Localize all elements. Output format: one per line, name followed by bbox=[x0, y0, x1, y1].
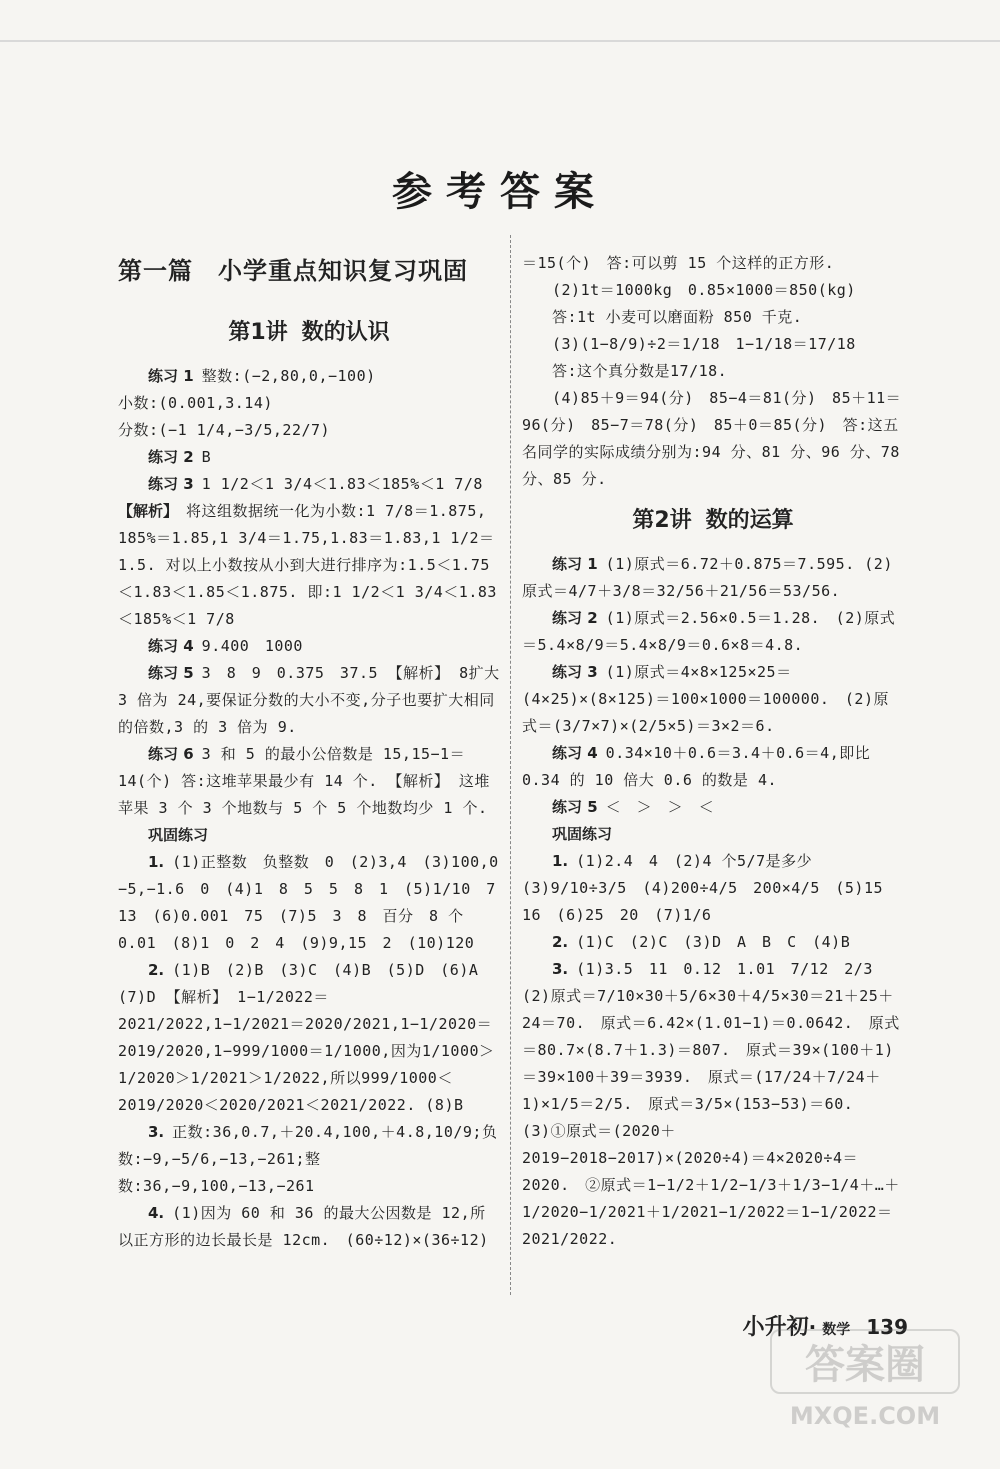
lecture-2-heading bbox=[522, 501, 904, 541]
answer-item bbox=[118, 741, 500, 822]
answer-text: (4)85＋9＝94(分) 85−4＝81(分) 85＋11＝96(分) 85−7＝78(分) 85＋0＝85(分) 答:这五名同学的实际成绩分别为:94 分、81 分、96 分、78 分、85 分. bbox=[522, 389, 902, 488]
answer-item bbox=[522, 277, 904, 304]
answer-text: (1)因为 60 和 36 的最大公因数是 12,所以正方形的边长最长是 12cm. (60÷12)×(36÷12) bbox=[118, 1203, 489, 1249]
lecture-1-heading bbox=[118, 313, 500, 353]
footer-dot: · bbox=[808, 1315, 817, 1339]
answer-label: 练习 2 bbox=[148, 447, 194, 466]
section-subheading: 巩固练习 bbox=[552, 824, 613, 843]
answer-item bbox=[118, 471, 500, 498]
answer-item bbox=[522, 385, 904, 493]
answer-text: (1)原式＝2.56×0.5＝1.28. (2)原式＝5.4×8/9＝5.4×8/9＝0.6×8＝4.8. bbox=[522, 608, 896, 654]
answer-item bbox=[118, 417, 500, 444]
footer-brand: 小升初 bbox=[742, 1315, 809, 1340]
answer-item bbox=[118, 444, 500, 471]
answer-label: 练习 4 bbox=[148, 636, 194, 655]
section-subheading: 巩固练习 bbox=[148, 825, 209, 844]
answer-label: 2. bbox=[148, 960, 165, 979]
watermark-logo bbox=[770, 1329, 960, 1439]
lecture-1-name: 数的认识 bbox=[301, 320, 390, 346]
answer-item bbox=[522, 304, 904, 331]
answer-label: 练习 3 bbox=[552, 662, 598, 681]
answer-item bbox=[118, 849, 515, 957]
watermark-url-text: MXQE.COM bbox=[789, 1402, 941, 1430]
answer-text: 分数:(−1 1/4,−3/5,22/7) bbox=[118, 420, 331, 439]
answer-label: 练习 6 bbox=[148, 744, 194, 763]
answer-text: 9.400 1000 bbox=[201, 636, 303, 655]
answer-text: (1)2.4 4 (2)4 个5/7是多少 (3)9/10÷3/5 (4)200÷4/5 200×4/5 (5)15 16 (6)25 20 (7)1/6 bbox=[522, 851, 899, 924]
answer-item bbox=[118, 1200, 500, 1254]
answer-item bbox=[522, 331, 904, 358]
answer-item bbox=[522, 551, 904, 605]
watermark-main-text: 答案圈 bbox=[770, 1329, 960, 1394]
answer-text: 0.34×10＋0.6＝3.4＋0.6＝4,即比 0.34 的 10 倍大 0.6 的数是 4. bbox=[522, 743, 871, 789]
answer-item bbox=[522, 250, 904, 277]
left-answer-list bbox=[118, 363, 515, 1254]
answer-label: 练习 1 bbox=[552, 554, 598, 573]
answer-label: 练习 5 bbox=[552, 797, 598, 816]
answer-text: (1)原式＝6.72＋0.875＝7.595. (2)原式＝4/7＋3/8＝32/56＋21/56＝53/56. bbox=[522, 554, 893, 600]
answer-item bbox=[118, 363, 500, 390]
answer-label: 1. bbox=[552, 851, 569, 870]
lecture-1-number: 第1讲 bbox=[228, 320, 288, 346]
lecture-2-number: 第2讲 bbox=[632, 508, 692, 533]
answer-label: 3. bbox=[552, 959, 569, 978]
answer-text: (1)C (2)C (3)D A B C (4)B bbox=[576, 932, 851, 951]
answer-text: 正数:36,0.7,＋20.4,100,＋4.8,10/9;负数:−9,−5/6,−13,−261;整数:36,−9,100,−13,−261 bbox=[118, 1122, 498, 1195]
answer-label: 3. bbox=[148, 1122, 165, 1141]
part-heading: 第一篇 小学重点知识复习巩固 bbox=[118, 257, 468, 285]
answer-label: 练习 1 bbox=[148, 366, 194, 385]
answer-label: 练习 5 bbox=[148, 663, 194, 682]
answer-text: 3 8 9 0.375 37.5 【解析】 8扩大 3 倍为 24,要保证分数的大小不变,分子也要扩大相同的倍数,3 的 3 倍为 9. bbox=[118, 663, 500, 736]
answer-item bbox=[522, 740, 904, 794]
answer-text: (1)正整数 负整数 0 (2)3,4 (3)100,0 −5,−1.6 0 (4)1 8 5 5 8 1 (5)1/10 7 13 (6)0.001 75 (7)5 3 8 百分 8 个 0.01 (8)1 0 2 4 (9)9,15 2 (10)120 bbox=[118, 852, 515, 952]
answer-item bbox=[522, 956, 904, 983]
answer-text: 将这组数据统一化为小数:1 7/8＝1.875, 185%＝1.85,1 3/4＝1.75,1.83＝1.83,1 1/2＝1.5. 对以上小数按从小到大进行排序为:1.5＜1.75＜1.83＜1.85＜1.875. 即:1 1/2＜1 3/4＜1.83＜185%＜1 7/8 bbox=[118, 501, 497, 628]
answer-label: 练习 2 bbox=[552, 608, 598, 627]
answer-text: (1)原式＝4×8×125×25＝(4×25)×(8×125)＝100×1000＝100000. (2)原式＝(3/7×7)×(2/5×5)＝3×2＝6. bbox=[522, 662, 889, 735]
page-title: 参考答案 bbox=[392, 168, 608, 215]
answer-text: 1 1/2＜1 3/4＜1.83＜185%＜1 7/8 bbox=[201, 474, 483, 493]
answer-text: (3)(1−8/9)÷2＝1/18 1−1/18＝17/18 bbox=[552, 335, 856, 353]
answer-item bbox=[522, 983, 904, 1253]
answer-label: 2. bbox=[552, 932, 569, 951]
answer-item bbox=[522, 794, 904, 821]
answer-text: 整数:(−2,80,0,−100) bbox=[201, 366, 376, 385]
answer-label: 练习 3 bbox=[148, 474, 194, 493]
page-number: 139 bbox=[866, 1315, 908, 1339]
answer-text: ＜ ＞ ＞ ＜ bbox=[605, 797, 715, 816]
answer-item bbox=[118, 1119, 500, 1200]
answer-item bbox=[522, 358, 904, 385]
answer-label: 4. bbox=[148, 1203, 165, 1222]
right-column bbox=[522, 250, 904, 1253]
answer-label: 练习 4 bbox=[552, 743, 598, 762]
answer-text: ＝15(个) 答:可以剪 15 个这样的正方形. bbox=[522, 254, 835, 272]
answer-text: (2)1t＝1000kg 0.85×1000＝850(kg) bbox=[552, 281, 856, 299]
answer-item bbox=[522, 929, 904, 956]
right-bottom-answer-list bbox=[522, 551, 904, 1253]
answer-text: (2)原式＝7/10×30＋5/6×30＋4/5×30＝21＋25＋24＝70. 原式＝6.42×(1.01−1)＝0.0642. 原式＝80.7×(8.7＋1.3)＝807. 原式＝39×(100＋1)＝39×100＋39＝3939. 原式＝(17/24＋7/24＋1)×1/5＝2/5. 原式＝3/5×(153−53)＝60. (3)①原式＝(2020＋2019−2018−2017)×(2020÷4)＝4×2020÷4＝2020. ②原式＝1−1/2＋1/2−1/3＋1/3−1/4＋…＋1/2020−1/2021＋1/2021−1/2022＝1−1/2022＝2021/2022. bbox=[522, 986, 900, 1248]
right-top-answer-list bbox=[522, 250, 904, 493]
footer-subject: 数学 bbox=[822, 1322, 851, 1338]
answer-item bbox=[118, 498, 500, 633]
answer-text: B bbox=[201, 447, 212, 466]
answer-item bbox=[522, 659, 904, 740]
lecture-2-name: 数的运算 bbox=[705, 508, 794, 533]
answer-item bbox=[118, 633, 500, 660]
answer-label: 【解析】 bbox=[118, 501, 179, 520]
answer-text: (1)3.5 11 0.12 1.01 7/12 2/3 bbox=[576, 959, 873, 978]
answer-item bbox=[118, 957, 500, 1119]
left-column bbox=[118, 250, 515, 1254]
answer-item bbox=[118, 660, 500, 741]
answer-text: 小数:(0.001,3.14) bbox=[118, 393, 273, 412]
answer-item bbox=[118, 390, 500, 417]
answer-label: 1. bbox=[148, 852, 165, 871]
answer-text: 答:1t 小麦可以磨面粉 850 千克. bbox=[552, 308, 803, 326]
answer-item bbox=[522, 848, 904, 929]
column-divider bbox=[510, 235, 511, 1295]
answer-text: (1)B (2)B (3)C (4)B (5)D (6)A (7)D 【解析】 1−1/2022＝2021/2022,1−1/2021＝2020/2021,1−1/2020＝2019/2020,1−999/1000＝1/1000,因为1/1000＞1/2020＞1/2021＞1/2022,所以999/1000＜2019/2020＜2020/2021＜2021/2022. (8)B bbox=[118, 960, 495, 1114]
answer-text: 3 和 5 的最小公倍数是 15,15−1＝14(个) 答:这堆苹果最少有 14 个. 【解析】 这堆苹果 3 个 3 个地数与 5 个 5 个地数均少 1 个. bbox=[118, 744, 490, 817]
answer-item bbox=[522, 605, 904, 659]
top-rule bbox=[0, 40, 1000, 42]
answer-text: 答:这个真分数是17/18. bbox=[552, 362, 728, 380]
